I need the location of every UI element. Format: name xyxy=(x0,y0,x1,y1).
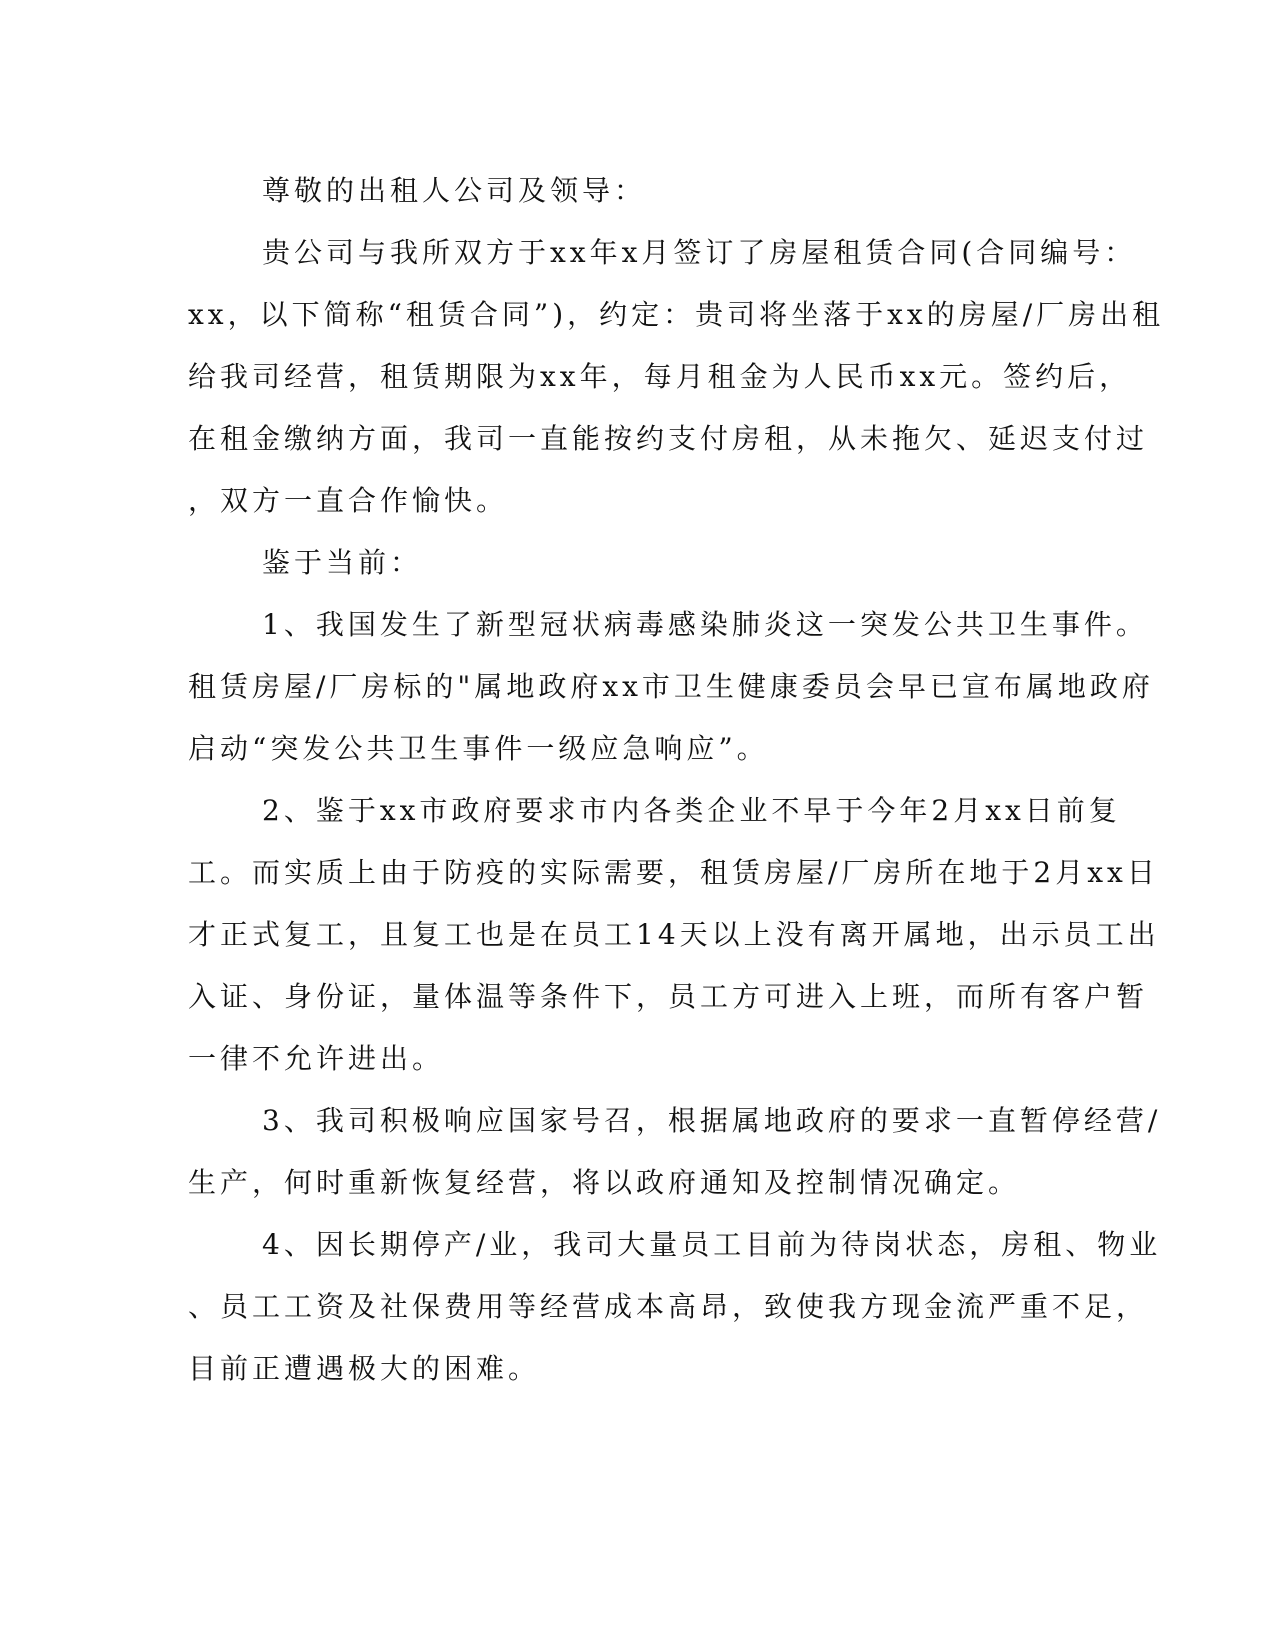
numbered-item-line: 3、我司积极响应国家号召，根据属地政府的要求一直暂停经营/ xyxy=(262,1104,1162,1137)
paragraph-line: 、员工工资及社保费用等经营成本高昂，致使我方现金流严重不足， xyxy=(188,1290,1149,1323)
numbered-item-line: 4、因长期停产/业，我司大量员工目前为待岗状态，房租、物业 xyxy=(262,1228,1162,1261)
letter-body xyxy=(188,160,1165,1400)
paragraph-line: 在租金缴纳方面，我司一直能按约支付房租，从未拖欠、延迟支付过 xyxy=(188,422,1149,455)
salutation-line: 尊敬的出租人公司及领导： xyxy=(262,174,647,207)
paragraph-line: 贵公司与我所双方于xx年x月签订了房屋租赁合同(合同编号： xyxy=(262,236,1137,269)
paragraph-line: 目前正遭遇极大的困难。 xyxy=(188,1352,541,1385)
paragraph-line: 租赁房屋/厂房标的"属地政府xx市卫生健康委员会早已宣布属地政府 xyxy=(188,670,1154,703)
paragraph-line: 才正式复工，且复工也是在员工14天以上没有离开属地，出示员工出 xyxy=(188,918,1160,951)
paragraph-line: 生产，何时重新恢复经营，将以政府通知及控制情况确定。 xyxy=(188,1166,1021,1199)
paragraph-line: 一律不允许进出。 xyxy=(188,1042,445,1075)
paragraph-line: ，双方一直合作愉快。 xyxy=(188,484,509,517)
paragraph-line: 启动“突发公共卫生事件一级应急响应”。 xyxy=(188,732,769,765)
paragraph-line: xx，以下简称“租赁合同”)，约定：贵司将坐落于xx的房屋/厂房出租 xyxy=(188,298,1165,331)
numbered-item-line: 1、我国发生了新型冠状病毒感染肺炎这一突发公共卫生事件。 xyxy=(262,608,1148,641)
paragraph-line: 给我司经营，租赁期限为xx年，每月租金为人民币xx元。签约后， xyxy=(188,360,1132,393)
section-heading-line: 鉴于当前： xyxy=(262,546,423,579)
paragraph-line: 工。而实质上由于防疫的实际需要，租赁房屋/厂房所在地于2月xx日 xyxy=(188,856,1159,889)
numbered-item-line: 2、鉴于xx市政府要求市内各类企业不早于今年2月xx日前复 xyxy=(262,794,1121,827)
paragraph-line: 入证、身份证，量体温等条件下，员工方可进入上班，而所有客户暂 xyxy=(188,980,1149,1013)
